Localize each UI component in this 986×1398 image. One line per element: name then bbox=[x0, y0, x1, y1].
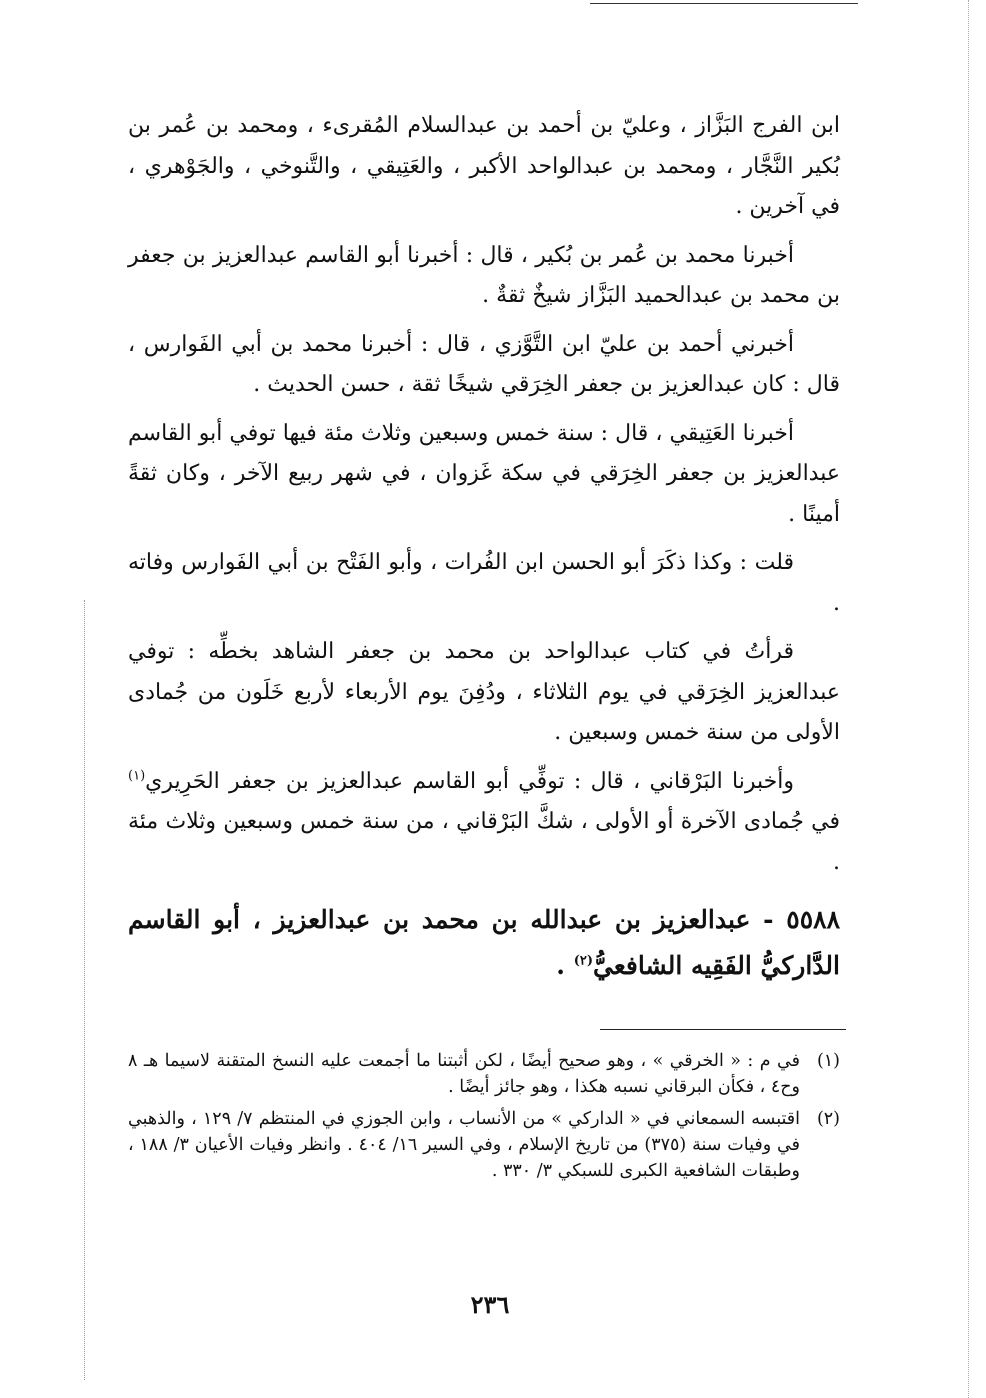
main-text bbox=[128, 106, 840, 997]
footnote-2-number: (٢) bbox=[816, 1109, 840, 1129]
footnote-2-text: اقتبسه السمعاني في « الداركي » من الأنساب ، وابن الجوزي في المنتظم ٧/ ١٢٩ ، والذهبي في وفيات سنة (٣٧٥) من تاريخ الإسلام ، وفي السير ١٦/ ٤٠٤ . وانظر وفيات الأعيان ٣/ ١٨٨ ، وطبقات الشافعية الكبرى للسبكي ٣/ ٣٣٠ . bbox=[128, 1109, 800, 1181]
paragraph-6: قرأتُ في كتاب عبدالواحد بن محمد بن جعفر الشاهد بخطِّه : توفي عبدالعزيز الخِرَقي في يوم الثلاثاء ، ودُفِنَ يوم الأربعاء لأربع خَلَون من جُمادى الأولى من سنة خمس وسبعين . bbox=[128, 639, 840, 745]
paragraph-4: أخبرنا العَتِيقي ، قال : سنة خمس وسبعين وثلاث مئة فيها توفي أبو القاسم عبدالعزيز بن جعفر الخِرَقي في سكة غَزوان ، في شهر ربيع الآخر ، وكان ثقةً أمينًا . bbox=[128, 420, 840, 527]
entry-title: ٥٥٨٨ - عبدالعزيز بن عبدالله بن محمد بن عبدالعزيز ، أبو القاسم الدَّاركيُّ الفَقِيه الشافعيُّ bbox=[128, 905, 840, 980]
scan-artifact-right bbox=[968, 0, 969, 1398]
footnote-separator bbox=[600, 1029, 846, 1030]
footnote-ref-2: (٢) bbox=[573, 953, 593, 969]
paragraph-7-continuation: في جُمادى الآخرة أو الأولى ، شكَّ البَرْقاني ، من سنة خمس وسبعين وثلاث مئة . bbox=[128, 809, 840, 875]
paragraph-1: ابن الفرج البَزَّاز ، وعليّ بن أحمد بن عبدالسلام المُقرىء ، ومحمد بن عُمر بن بُكير النَّجَّار ، ومحمد بن عبدالواحد الأكبر ، والعَتِيقي ، والتَّنوخي ، والجَوْهري ، في آخرين . bbox=[128, 113, 840, 219]
footnote-1 bbox=[128, 1048, 840, 1100]
entry-end: . bbox=[556, 951, 574, 980]
paragraph-2: أخبرنا محمد بن عُمر بن بُكير ، قال : أخبرنا أبو القاسم عبدالعزيز بن جعفر بن محمد بن عبدالحميد البَزَّاز شيخٌ ثقةٌ . bbox=[128, 242, 840, 308]
page-number: ٢٣٦ bbox=[470, 1290, 510, 1319]
footnotes bbox=[128, 1048, 840, 1190]
paragraph-3: أخبرني أحمد بن عليّ ابن التَّوَّزي ، قال : أخبرنا محمد بن أبي الفَوارس ، قال : كان عبدالعزيز بن جعفر الخِرَقي شيخًا ثقة ، حسن الحديث . bbox=[128, 331, 840, 397]
paragraph-7 bbox=[128, 762, 840, 884]
footnote-1-text: في م : « الخرقي » ، وهو صحيح أيضًا ، لكن أثبتنا ما أجمعت عليه النسخ المتقنة لاسيما هـ ٨ وح٤ ، فكأن البرقاني نسبه هكذا ، وهو جائز أيضًا . bbox=[128, 1051, 800, 1097]
footnote-ref-1: (١) bbox=[128, 768, 146, 784]
entry-heading bbox=[128, 897, 840, 989]
paragraph-5: قلت : وكذا ذكَرَ أبو الحسن ابن الفُرات ، وأبو الفَتْح بن أبي الفَوارس وفاته . bbox=[128, 550, 840, 616]
header-rule bbox=[590, 3, 858, 4]
footnote-2 bbox=[128, 1106, 840, 1184]
scan-artifact-left bbox=[84, 600, 85, 1380]
paragraph-7-text: وأخبرنا البَرْقاني ، قال : توفِّي أبو القاسم عبدالعزيز بن جعفر الحَرِيري bbox=[145, 768, 794, 794]
footnote-1-number: (١) bbox=[816, 1051, 840, 1071]
